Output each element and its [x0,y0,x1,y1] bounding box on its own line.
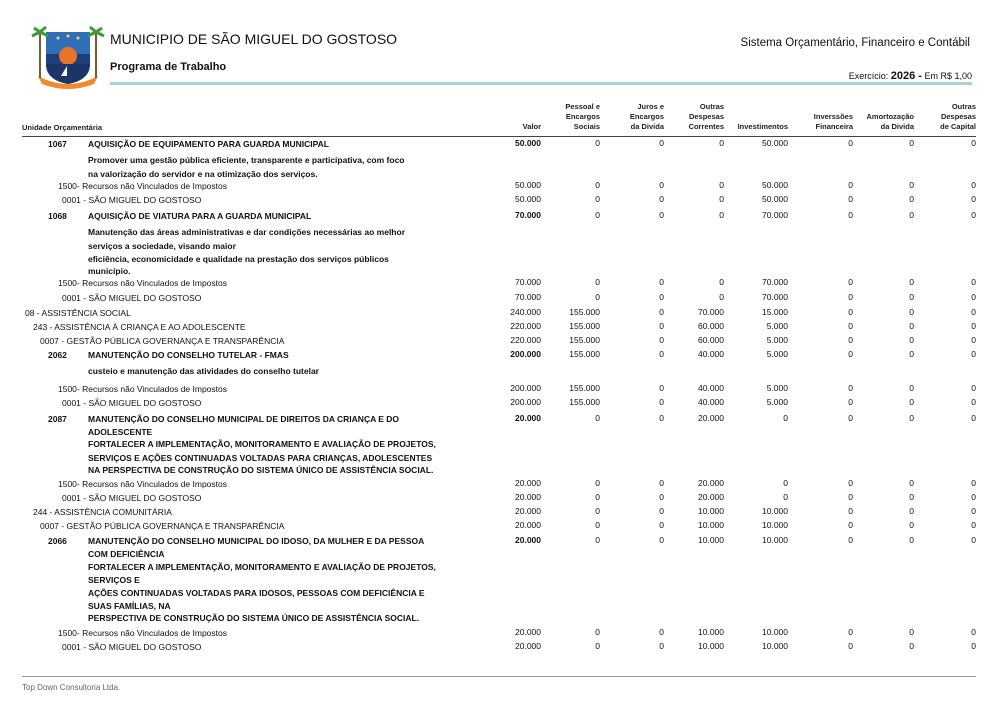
value-valor: 200.000 [510,397,541,407]
value-pessoal-encargos-sociais: 155.000 [569,307,600,317]
value-pessoal-encargos-sociais: 0 [595,292,600,302]
column-header-line: Valor [522,122,541,131]
value-amortizacao-divida: 0 [909,194,914,204]
column-header-line: Amortozação [866,112,914,121]
value-inversoes-financeira: 0 [848,321,853,331]
value-outras-despesas-capital: 0 [971,383,976,393]
action-title: MANUTENÇÃO DO CONSELHO MUNICIPAL DE DIREITOS DA CRIANÇA E DO [88,414,400,424]
value-investimentos: 0 [783,478,788,488]
column-header-line: Sociais [573,122,600,131]
action-code: 2087 [48,414,67,424]
value-pessoal-encargos-sociais: 155.000 [569,349,600,359]
value-outras-despesas-correntes: 0 [719,138,724,148]
value-outras-despesas-capital: 0 [971,627,976,637]
value-juros-encargos-divida: 0 [659,627,664,637]
column-header-inversoes-financeira [783,112,853,132]
value-investimentos: 5.000 [766,349,788,359]
value-amortizacao-divida: 0 [909,210,914,220]
value-outras-despesas-capital: 0 [971,307,976,317]
table-top-divider [22,136,976,137]
resource-label: 1500- Recursos não Vinculados de Impostos [58,181,227,191]
column-header-line: Encargos [629,112,664,121]
classification-label: 0007 - GESTÃO PÚBLICA GOVERNANÇA E TRANSPARÊNCIA [40,521,285,531]
column-header-line: Despesas [688,112,724,121]
value-amortizacao-divida: 0 [909,627,914,637]
value-investimentos: 10.000 [762,627,788,637]
value-inversoes-financeira: 0 [848,506,853,516]
value-outras-despesas-capital: 0 [971,520,976,530]
value-valor: 50.000 [515,138,541,148]
value-pessoal-encargos-sociais: 0 [595,520,600,530]
value-outras-despesas-correntes: 20.000 [698,478,724,488]
action-description-line: NA PERSPECTIVA DE CONSTRUÇÃO DO SISTEMA ÚNICO DE ASSISTÊNCIA SOCIAL. [88,465,434,475]
value-pessoal-encargos-sociais: 0 [595,180,600,190]
value-investimentos: 70.000 [762,210,788,220]
value-amortizacao-divida: 0 [909,478,914,488]
value-valor: 50.000 [515,194,541,204]
value-outras-despesas-correntes: 0 [719,277,724,287]
value-inversoes-financeira: 0 [848,535,853,545]
value-valor: 20.000 [515,520,541,530]
action-code: 1068 [48,211,67,221]
value-valor: 70.000 [515,210,541,220]
value-outras-despesas-capital: 0 [971,349,976,359]
value-amortizacao-divida: 0 [909,383,914,393]
column-header-line: Despesas [940,112,976,121]
classification-label: 243 - ASSISTÊNCIA À CRIANÇA E AO ADOLESCENTE [33,322,246,332]
value-investimentos: 10.000 [762,506,788,516]
action-code: 1067 [48,139,67,149]
value-outras-despesas-correntes: 10.000 [698,535,724,545]
value-juros-encargos-divida: 0 [659,383,664,393]
action-description-line: FORTALECER A IMPLEMENTAÇÃO, MONITORAMENTO E AVALIAÇÃO DE PROJETOS, [88,439,436,449]
value-inversoes-financeira: 0 [848,292,853,302]
action-title: MANUTENÇÃO DO CONSELHO TUTELAR - FMAS [88,350,289,360]
classification-label: 244 - ASSISTÊNCIA COMUNITÁRIA [33,507,172,517]
action-description-line: SUAS FAMÍLIAS, NA [88,601,171,611]
value-juros-encargos-divida: 0 [659,307,664,317]
column-header-investimentos [718,122,788,132]
value-pessoal-encargos-sociais: 155.000 [569,321,600,331]
value-pessoal-encargos-sociais: 0 [595,535,600,545]
value-investimentos: 5.000 [766,321,788,331]
column-header-line: Pessoal e [565,102,600,111]
value-valor: 70.000 [515,277,541,287]
value-amortizacao-divida: 0 [909,321,914,331]
value-outras-despesas-correntes: 40.000 [698,397,724,407]
action-description-line: PERSPECTIVA DE CONSTRUÇÃO DO SISTEMA ÚNICO DE ASSISTÊNCIA SOCIAL. [88,613,420,623]
resource-label: 0001 - SÃO MIGUEL DO GOSTOSO [62,195,202,205]
value-pessoal-encargos-sociais: 155.000 [569,383,600,393]
resource-label: 0001 - SÃO MIGUEL DO GOSTOSO [62,293,202,303]
column-header-line: da Divida [630,122,664,131]
value-outras-despesas-correntes: 60.000 [698,321,724,331]
value-investimentos: 0 [783,492,788,502]
value-outras-despesas-correntes: 40.000 [698,349,724,359]
value-inversoes-financeira: 0 [848,478,853,488]
value-amortizacao-divida: 0 [909,641,914,651]
value-outras-despesas-correntes: 10.000 [698,641,724,651]
value-inversoes-financeira: 0 [848,194,853,204]
resource-label: 1500- Recursos não Vinculados de Impostos [58,278,227,288]
exercise-year: 2026 - [890,70,922,82]
value-outras-despesas-capital: 0 [971,478,976,488]
column-header-line: Juros e [637,102,664,111]
value-inversoes-financeira: 0 [848,641,853,651]
value-juros-encargos-divida: 0 [659,180,664,190]
value-pessoal-encargos-sociais: 155.000 [569,397,600,407]
value-juros-encargos-divida: 0 [659,520,664,530]
action-description-line: Manutenção das áreas administrativas e dar condições necessárias ao melhor [88,227,405,237]
action-title: AQUISIÇÃO DE VIATURA PARA A GUARDA MUNICIPAL [88,211,312,221]
action-description-line: custeio e manutenção das atividades do conselho tutelar [88,366,319,376]
value-amortizacao-divida: 0 [909,307,914,317]
column-header-unit: Unidade Orçamentária [22,123,103,132]
value-valor: 20.000 [515,492,541,502]
value-juros-encargos-divida: 0 [659,194,664,204]
value-inversoes-financeira: 0 [848,349,853,359]
value-inversoes-financeira: 0 [848,520,853,530]
action-description-line: município. [88,266,131,276]
value-outras-despesas-capital: 0 [971,492,976,502]
action-description-line: serviços a sociedade, visando maior [88,241,236,251]
action-description-line: Promover uma gestão pública eficiente, transparente e participativa, com foco [88,155,405,165]
action-description-line: eficiência, economicidade e qualidade na prestação dos serviços públicos [88,254,389,264]
value-juros-encargos-divida: 0 [659,641,664,651]
value-outras-despesas-capital: 0 [971,194,976,204]
value-amortizacao-divida: 0 [909,277,914,287]
value-outras-despesas-correntes: 20.000 [698,492,724,502]
value-investimentos: 70.000 [762,277,788,287]
value-inversoes-financeira: 0 [848,277,853,287]
column-header-line: Correntes [688,122,724,131]
value-juros-encargos-divida: 0 [659,292,664,302]
resource-label: 0001 - SÃO MIGUEL DO GOSTOSO [62,493,202,503]
system-name: Sistema Orçamentário, Financeiro e Contábil [740,37,970,49]
value-pessoal-encargos-sociais: 0 [595,641,600,651]
column-header-amortizacao-divida [844,112,914,132]
classification-label: 0007 - GESTÃO PÚBLICA GOVERNANÇA E TRANSPARÊNCIA [40,336,285,346]
value-juros-encargos-divida: 0 [659,397,664,407]
value-amortizacao-divida: 0 [909,413,914,423]
value-inversoes-financeira: 0 [848,627,853,637]
value-juros-encargos-divida: 0 [659,535,664,545]
value-amortizacao-divida: 0 [909,397,914,407]
value-outras-despesas-correntes: 70.000 [698,307,724,317]
column-header-line: Investimentos [737,122,788,131]
resource-label: 0001 - SÃO MIGUEL DO GOSTOSO [62,642,202,652]
value-investimentos: 10.000 [762,520,788,530]
value-pessoal-encargos-sociais: 0 [595,138,600,148]
footer-divider [22,676,976,677]
value-amortizacao-divida: 0 [909,492,914,502]
value-pessoal-encargos-sociais: 0 [595,194,600,204]
resource-label: 1500- Recursos não Vinculados de Impostos [58,628,227,638]
value-inversoes-financeira: 0 [848,492,853,502]
action-description-line: na valorização do servidor e na otimização dos serviços. [88,169,318,179]
classification-label: 08 - ASSISTÊNCIA SOCIAL [25,308,131,318]
value-outras-despesas-correntes: 60.000 [698,335,724,345]
value-juros-encargos-divida: 0 [659,277,664,287]
currency-label: Em R$ 1,00 [924,71,972,81]
value-valor: 20.000 [515,535,541,545]
header-divider [110,82,972,85]
value-valor: 200.000 [510,383,541,393]
action-code: 2062 [48,350,67,360]
value-outras-despesas-capital: 0 [971,535,976,545]
value-pessoal-encargos-sociais: 0 [595,506,600,516]
value-inversoes-financeira: 0 [848,138,853,148]
value-inversoes-financeira: 0 [848,180,853,190]
value-valor: 240.000 [510,307,541,317]
value-outras-despesas-capital: 0 [971,321,976,331]
value-outras-despesas-correntes: 0 [719,292,724,302]
value-investimentos: 70.000 [762,292,788,302]
municipal-coat-of-arms-logo [30,24,106,90]
value-inversoes-financeira: 0 [848,383,853,393]
column-header-line: Outras [951,102,976,111]
value-juros-encargos-divida: 0 [659,478,664,488]
value-investimentos: 50.000 [762,138,788,148]
value-juros-encargos-divida: 0 [659,138,664,148]
column-header-line: de Capital [940,122,976,131]
value-outras-despesas-capital: 0 [971,210,976,220]
value-pessoal-encargos-sociais: 155.000 [569,335,600,345]
exercise-info [849,70,972,82]
value-juros-encargos-divida: 0 [659,413,664,423]
value-outras-despesas-correntes: 10.000 [698,506,724,516]
value-outras-despesas-capital: 0 [971,397,976,407]
value-amortizacao-divida: 0 [909,292,914,302]
value-valor: 20.000 [515,506,541,516]
value-inversoes-financeira: 0 [848,397,853,407]
value-investimentos: 15.000 [762,307,788,317]
resource-label: 0001 - SÃO MIGUEL DO GOSTOSO [62,398,202,408]
value-valor: 200.000 [510,349,541,359]
value-outras-despesas-correntes: 40.000 [698,383,724,393]
value-outras-despesas-correntes: 0 [719,180,724,190]
value-amortizacao-divida: 0 [909,520,914,530]
value-juros-encargos-divida: 0 [659,335,664,345]
value-investimentos: 5.000 [766,335,788,345]
action-description-line: FORTALECER A IMPLEMENTAÇÃO, MONITORAMENTO E AVALIAÇÃO DE PROJETOS, [88,562,436,572]
value-outras-despesas-capital: 0 [971,641,976,651]
value-investimentos: 50.000 [762,180,788,190]
value-outras-despesas-capital: 0 [971,292,976,302]
value-inversoes-financeira: 0 [848,210,853,220]
column-header-outras-despesas-capital [906,102,976,132]
value-valor: 20.000 [515,478,541,488]
action-description-line: AÇÕES CONTINUADAS VOLTADAS PARA IDOSOS, PESSOAS COM DEFICIÊNCIA E [88,588,425,598]
value-investimentos: 10.000 [762,641,788,651]
column-header-outras-despesas-correntes [654,102,724,132]
column-header-line: Encargos [565,112,600,121]
value-valor: 20.000 [515,413,541,423]
value-amortizacao-divida: 0 [909,138,914,148]
resource-label: 1500- Recursos não Vinculados de Impostos [58,384,227,394]
column-header-line: da Divida [880,122,914,131]
exercise-label: Exercício: [848,71,889,81]
value-investimentos: 10.000 [762,535,788,545]
value-outras-despesas-capital: 0 [971,180,976,190]
value-amortizacao-divida: 0 [909,535,914,545]
value-pessoal-encargos-sociais: 0 [595,627,600,637]
value-outras-despesas-correntes: 10.000 [698,520,724,530]
value-juros-encargos-divida: 0 [659,321,664,331]
value-valor: 70.000 [515,292,541,302]
value-investimentos: 5.000 [766,383,788,393]
value-outras-despesas-capital: 0 [971,413,976,423]
value-amortizacao-divida: 0 [909,335,914,345]
value-amortizacao-divida: 0 [909,180,914,190]
value-valor: 220.000 [510,321,541,331]
value-inversoes-financeira: 0 [848,307,853,317]
value-amortizacao-divida: 0 [909,506,914,516]
value-outras-despesas-capital: 0 [971,277,976,287]
resource-label: 1500- Recursos não Vinculados de Impostos [58,479,227,489]
value-investimentos: 50.000 [762,194,788,204]
municipality-name: MUNICIPIO DE SÃO MIGUEL DO GOSTOSO [110,31,398,47]
column-header-line: Inverssões [813,112,853,121]
action-description-line: SERVIÇOS E [88,575,140,585]
value-outras-despesas-capital: 0 [971,335,976,345]
value-inversoes-financeira: 0 [848,335,853,345]
value-juros-encargos-divida: 0 [659,506,664,516]
value-outras-despesas-capital: 0 [971,506,976,516]
value-investimentos: 5.000 [766,397,788,407]
action-description-line: SERVIÇOS E AÇÕES CONTINUADAS VOLTADAS PARA CRIANÇAS, ADOLESCENTES [88,453,433,463]
column-header-line: Outras [699,102,724,111]
action-description-line: COM DEFICIÊNCIA [88,549,165,559]
report-title: Programa de Trabalho [110,61,227,73]
action-title: AQUISIÇÃO DE EQUIPAMENTO PARA GUARDA MUNICIPAL [88,139,329,149]
action-code: 2066 [48,536,67,546]
value-juros-encargos-divida: 0 [659,492,664,502]
value-outras-despesas-correntes: 20.000 [698,413,724,423]
column-header-pessoal-encargos-sociais [530,102,600,132]
footer-company: Top Down Consultoria Ltda. [22,683,121,692]
action-title: MANUTENÇÃO DO CONSELHO MUNICIPAL DO IDOSO, DA MULHER E DA PESSOA [88,536,425,546]
value-pessoal-encargos-sociais: 0 [595,478,600,488]
value-outras-despesas-correntes: 10.000 [698,627,724,637]
action-description-line: ADOLESCENTE [88,427,153,437]
value-pessoal-encargos-sociais: 0 [595,277,600,287]
value-amortizacao-divida: 0 [909,349,914,359]
value-outras-despesas-correntes: 0 [719,210,724,220]
value-investimentos: 0 [783,413,788,423]
value-juros-encargos-divida: 0 [659,210,664,220]
value-juros-encargos-divida: 0 [659,349,664,359]
value-valor: 50.000 [515,180,541,190]
value-pessoal-encargos-sociais: 0 [595,413,600,423]
value-outras-despesas-capital: 0 [971,138,976,148]
value-pessoal-encargos-sociais: 0 [595,492,600,502]
value-outras-despesas-correntes: 0 [719,194,724,204]
column-header-line: Financeira [815,122,853,131]
value-pessoal-encargos-sociais: 0 [595,210,600,220]
value-valor: 220.000 [510,335,541,345]
value-valor: 20.000 [515,641,541,651]
value-inversoes-financeira: 0 [848,413,853,423]
value-valor: 20.000 [515,627,541,637]
